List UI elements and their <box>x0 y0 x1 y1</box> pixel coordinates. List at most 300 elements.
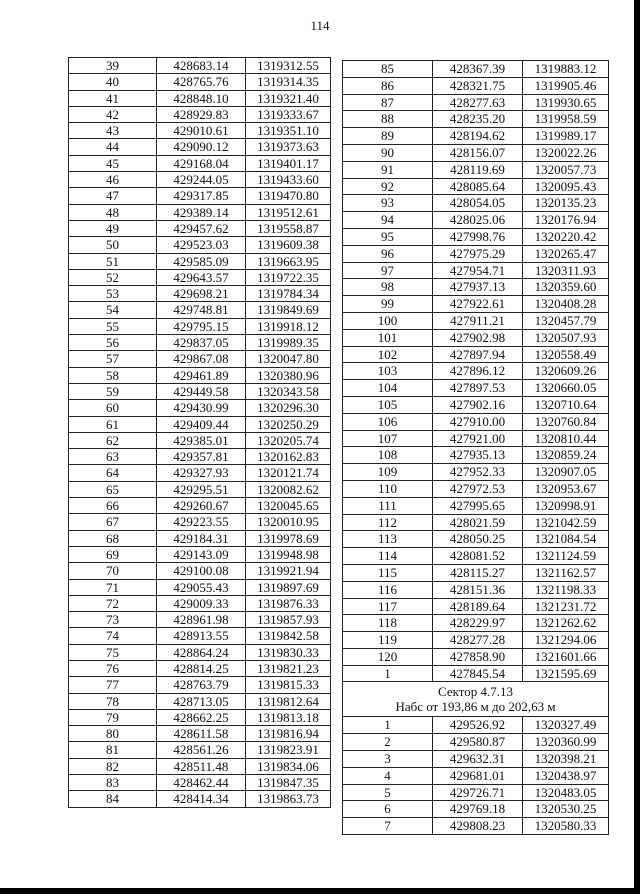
y-coordinate-cell: 1320162.83 <box>246 449 331 465</box>
y-coordinate-cell: 1320176.94 <box>523 212 609 229</box>
x-coordinate-cell: 429523.03 <box>157 237 246 253</box>
point-number-cell: 90 <box>343 144 433 161</box>
table-row <box>69 514 331 530</box>
point-number-cell: 95 <box>343 228 433 245</box>
point-number-cell: 39 <box>69 58 157 74</box>
table-row <box>343 447 609 464</box>
x-coordinate-cell: 428929.83 <box>157 106 246 122</box>
y-coordinate-cell: 1320327.49 <box>523 717 609 734</box>
table-row <box>343 346 609 363</box>
table-row <box>343 648 609 665</box>
x-coordinate-cell: 428367.39 <box>433 61 523 78</box>
table-row <box>343 734 609 751</box>
point-number-cell: 117 <box>343 598 433 615</box>
table-row <box>343 195 609 212</box>
table-row <box>69 172 331 188</box>
y-coordinate-cell: 1320609.26 <box>523 363 609 380</box>
x-coordinate-cell: 428277.28 <box>433 632 523 649</box>
point-number-cell: 106 <box>343 413 433 430</box>
point-number-cell: 105 <box>343 396 433 413</box>
table-row <box>69 758 331 774</box>
x-coordinate-cell: 428561.26 <box>157 742 246 758</box>
table-row <box>343 363 609 380</box>
table-row <box>69 302 331 318</box>
x-coordinate-cell: 429632.31 <box>433 751 523 768</box>
table-row <box>69 628 331 644</box>
x-coordinate-cell: 429526.92 <box>433 717 523 734</box>
table-row <box>343 128 609 145</box>
point-number-cell: 64 <box>69 465 157 481</box>
x-coordinate-cell: 427952.33 <box>433 464 523 481</box>
point-number-cell: 103 <box>343 363 433 380</box>
table-row <box>343 111 609 128</box>
y-coordinate-cell: 1319863.73 <box>246 791 331 807</box>
y-coordinate-cell: 1320010.95 <box>246 514 331 530</box>
point-number-cell: 109 <box>343 464 433 481</box>
point-number-cell: 87 <box>343 94 433 111</box>
page-number: 114 <box>310 18 330 33</box>
point-number-cell: 84 <box>69 791 157 807</box>
point-number-cell: 72 <box>69 595 157 611</box>
table-row <box>69 220 331 236</box>
x-coordinate-cell: 428085.64 <box>433 178 523 195</box>
x-coordinate-cell: 429698.21 <box>157 286 246 302</box>
x-coordinate-cell: 429100.08 <box>157 563 246 579</box>
y-coordinate-cell: 1320057.73 <box>523 161 609 178</box>
y-coordinate-cell: 1320250.29 <box>246 416 331 432</box>
table-row <box>69 400 331 416</box>
point-number-cell: 57 <box>69 351 157 367</box>
point-number-cell: 68 <box>69 530 157 546</box>
right-coordinates-table-wrap <box>342 60 609 835</box>
table-row <box>343 77 609 94</box>
table-row <box>343 279 609 296</box>
y-coordinate-cell: 1319784.34 <box>246 286 331 302</box>
point-number-cell: 56 <box>69 335 157 351</box>
x-coordinate-cell: 428765.76 <box>157 74 246 90</box>
point-number-cell: 48 <box>69 204 157 220</box>
x-coordinate-cell: 427897.53 <box>433 380 523 397</box>
x-coordinate-cell: 428050.25 <box>433 531 523 548</box>
table-row <box>69 595 331 611</box>
x-coordinate-cell: 427954.71 <box>433 262 523 279</box>
point-number-cell: 71 <box>69 579 157 595</box>
point-number-cell: 79 <box>69 709 157 725</box>
table-row <box>69 416 331 432</box>
table-row <box>343 665 609 682</box>
table-row <box>69 123 331 139</box>
table-row <box>343 751 609 768</box>
y-coordinate-cell: 1320121.74 <box>246 465 331 481</box>
table-row <box>343 178 609 195</box>
point-number-cell: 118 <box>343 615 433 632</box>
point-number-cell: 92 <box>343 178 433 195</box>
y-coordinate-cell: 1320343.58 <box>246 383 331 399</box>
point-number-cell: 77 <box>69 677 157 693</box>
y-coordinate-cell: 1319314.35 <box>246 74 331 90</box>
point-number-cell: 94 <box>343 212 433 229</box>
x-coordinate-cell: 429795.15 <box>157 318 246 334</box>
y-coordinate-cell: 1321294.06 <box>523 632 609 649</box>
x-coordinate-cell: 429009.33 <box>157 595 246 611</box>
point-number-cell: 74 <box>69 628 157 644</box>
point-number-cell: 45 <box>69 155 157 171</box>
table-row <box>343 312 609 329</box>
table-row <box>69 791 331 807</box>
x-coordinate-cell: 427921.00 <box>433 430 523 447</box>
point-number-cell: 63 <box>69 449 157 465</box>
table-row <box>69 677 331 693</box>
point-number-cell: 75 <box>69 644 157 660</box>
y-coordinate-cell: 1320047.80 <box>246 351 331 367</box>
table-row <box>343 480 609 497</box>
y-coordinate-cell: 1319921.94 <box>246 563 331 579</box>
x-coordinate-cell: 428277.63 <box>433 94 523 111</box>
point-number-cell: 97 <box>343 262 433 279</box>
point-number-cell: 43 <box>69 123 157 139</box>
table-row <box>69 726 331 742</box>
y-coordinate-cell: 1321084.54 <box>523 531 609 548</box>
point-number-cell: 116 <box>343 581 433 598</box>
y-coordinate-cell: 1319821.23 <box>246 660 331 676</box>
point-number-cell: 59 <box>69 383 157 399</box>
left-coordinates-table <box>68 57 331 808</box>
point-number-cell: 52 <box>69 269 157 285</box>
y-coordinate-cell: 1320457.79 <box>523 312 609 329</box>
x-coordinate-cell: 428194.62 <box>433 128 523 145</box>
y-coordinate-cell: 1321601.66 <box>523 648 609 665</box>
x-coordinate-cell: 429580.87 <box>433 734 523 751</box>
x-coordinate-cell: 429643.57 <box>157 269 246 285</box>
table-row <box>69 775 331 791</box>
point-number-cell: 89 <box>343 128 433 145</box>
x-coordinate-cell: 429457.62 <box>157 220 246 236</box>
x-coordinate-cell: 428119.69 <box>433 161 523 178</box>
y-coordinate-cell: 1319312.55 <box>246 58 331 74</box>
table-row <box>343 94 609 111</box>
table-row <box>343 615 609 632</box>
x-coordinate-cell: 427910.00 <box>433 413 523 430</box>
x-coordinate-cell: 428151.36 <box>433 581 523 598</box>
x-coordinate-cell: 427937.13 <box>433 279 523 296</box>
point-number-cell: 70 <box>69 563 157 579</box>
point-number-cell: 107 <box>343 430 433 447</box>
x-coordinate-cell: 429769.18 <box>433 801 523 818</box>
y-coordinate-cell: 1319847.35 <box>246 775 331 791</box>
point-number-cell: 98 <box>343 279 433 296</box>
sector-title: Сектор 4.7.13 <box>437 684 513 700</box>
x-coordinate-cell: 428229.97 <box>433 615 523 632</box>
y-coordinate-cell: 1319958.59 <box>523 111 609 128</box>
sector-header-row <box>343 682 609 717</box>
y-coordinate-cell: 1320907.05 <box>523 464 609 481</box>
x-coordinate-cell: 429726.71 <box>433 784 523 801</box>
x-coordinate-cell: 429389.14 <box>157 204 246 220</box>
x-coordinate-cell: 428913.55 <box>157 628 246 644</box>
table-row <box>343 514 609 531</box>
y-coordinate-cell: 1320095.43 <box>523 178 609 195</box>
x-coordinate-cell: 428156.07 <box>433 144 523 161</box>
table-row <box>343 245 609 262</box>
x-coordinate-cell: 428054.05 <box>433 195 523 212</box>
point-number-cell: 6 <box>343 801 433 818</box>
point-number-cell: 80 <box>69 726 157 742</box>
y-coordinate-cell: 1320408.28 <box>523 296 609 313</box>
table-row <box>69 253 331 269</box>
table-row <box>69 432 331 448</box>
table-row <box>343 801 609 818</box>
y-coordinate-cell: 1320483.05 <box>523 784 609 801</box>
y-coordinate-cell: 1320265.47 <box>523 245 609 262</box>
table-row <box>343 161 609 178</box>
y-coordinate-cell: 1319897.69 <box>246 579 331 595</box>
point-number-cell: 61 <box>69 416 157 432</box>
table-row <box>69 367 331 383</box>
point-number-cell: 53 <box>69 286 157 302</box>
x-coordinate-cell: 428189.64 <box>433 598 523 615</box>
table-row <box>69 449 331 465</box>
x-coordinate-cell: 429055.43 <box>157 579 246 595</box>
y-coordinate-cell: 1320135.23 <box>523 195 609 212</box>
point-number-cell: 83 <box>69 775 157 791</box>
table-row <box>343 598 609 615</box>
y-coordinate-cell: 1320660.05 <box>523 380 609 397</box>
x-coordinate-cell: 429837.05 <box>157 335 246 351</box>
y-coordinate-cell: 1319609.38 <box>246 237 331 253</box>
table-row <box>343 262 609 279</box>
y-coordinate-cell: 1319815.33 <box>246 677 331 693</box>
point-number-cell: 42 <box>69 106 157 122</box>
table-row <box>343 228 609 245</box>
table-row <box>69 579 331 595</box>
point-number-cell: 113 <box>343 531 433 548</box>
table-row <box>69 318 331 334</box>
y-coordinate-cell: 1320082.62 <box>246 481 331 497</box>
y-coordinate-cell: 1319816.94 <box>246 726 331 742</box>
point-number-cell: 54 <box>69 302 157 318</box>
x-coordinate-cell: 428848.10 <box>157 90 246 106</box>
x-coordinate-cell: 429748.81 <box>157 302 246 318</box>
point-number-cell: 4 <box>343 767 433 784</box>
x-coordinate-cell: 428115.27 <box>433 564 523 581</box>
x-coordinate-cell: 428511.48 <box>157 758 246 774</box>
x-coordinate-cell: 428961.98 <box>157 612 246 628</box>
y-coordinate-cell: 1319813.18 <box>246 709 331 725</box>
y-coordinate-cell: 1319558.87 <box>246 220 331 236</box>
y-coordinate-cell: 1319978.69 <box>246 530 331 546</box>
y-coordinate-cell: 1320998.91 <box>523 497 609 514</box>
y-coordinate-cell: 1320380.96 <box>246 367 331 383</box>
y-coordinate-cell: 1321262.62 <box>523 615 609 632</box>
point-number-cell: 58 <box>69 367 157 383</box>
point-number-cell: 47 <box>69 188 157 204</box>
x-coordinate-cell: 427975.29 <box>433 245 523 262</box>
x-coordinate-cell: 428321.75 <box>433 77 523 94</box>
point-number-cell: 78 <box>69 693 157 709</box>
y-coordinate-cell: 1320558.49 <box>523 346 609 363</box>
table-row <box>69 465 331 481</box>
point-number-cell: 2 <box>343 734 433 751</box>
point-number-cell: 111 <box>343 497 433 514</box>
point-number-cell: 102 <box>343 346 433 363</box>
y-coordinate-cell: 1320530.25 <box>523 801 609 818</box>
y-coordinate-cell: 1319842.58 <box>246 628 331 644</box>
table-row <box>343 784 609 801</box>
point-number-cell: 49 <box>69 220 157 236</box>
x-coordinate-cell: 429260.67 <box>157 498 246 514</box>
y-coordinate-cell: 1320022.26 <box>523 144 609 161</box>
y-coordinate-cell: 1319722.35 <box>246 269 331 285</box>
table-row <box>343 396 609 413</box>
point-number-cell: 88 <box>343 111 433 128</box>
table-row <box>69 237 331 253</box>
x-coordinate-cell: 427858.90 <box>433 648 523 665</box>
x-coordinate-cell: 429244.05 <box>157 172 246 188</box>
table-row <box>343 717 609 734</box>
y-coordinate-cell: 1320507.93 <box>523 329 609 346</box>
table-row <box>69 709 331 725</box>
point-number-cell: 40 <box>69 74 157 90</box>
table-row <box>69 58 331 74</box>
table-row <box>69 481 331 497</box>
left-coordinates-table-wrap <box>68 57 331 808</box>
x-coordinate-cell: 428763.79 <box>157 677 246 693</box>
table-row <box>343 430 609 447</box>
point-number-cell: 41 <box>69 90 157 106</box>
table-row <box>343 632 609 649</box>
y-coordinate-cell: 1319401.17 <box>246 155 331 171</box>
y-coordinate-cell: 1319989.35 <box>246 335 331 351</box>
point-number-cell: 99 <box>343 296 433 313</box>
x-coordinate-cell: 427845.54 <box>433 665 523 682</box>
scan-edge-right <box>634 0 640 894</box>
point-number-cell: 104 <box>343 380 433 397</box>
table-row <box>69 286 331 302</box>
x-coordinate-cell: 427998.76 <box>433 228 523 245</box>
y-coordinate-cell: 1321595.69 <box>523 665 609 682</box>
table-row <box>69 90 331 106</box>
point-number-cell: 46 <box>69 172 157 188</box>
table-row <box>69 155 331 171</box>
y-coordinate-cell: 1319333.67 <box>246 106 331 122</box>
point-number-cell: 114 <box>343 548 433 565</box>
y-coordinate-cell: 1320045.65 <box>246 498 331 514</box>
scan-edge-bottom <box>0 888 640 894</box>
y-coordinate-cell: 1321124.59 <box>523 548 609 565</box>
table-row <box>69 563 331 579</box>
x-coordinate-cell: 427902.16 <box>433 396 523 413</box>
x-coordinate-cell: 427897.94 <box>433 346 523 363</box>
x-coordinate-cell: 429223.55 <box>157 514 246 530</box>
right-coordinates-table <box>342 60 609 835</box>
point-number-cell: 85 <box>343 61 433 78</box>
x-coordinate-cell: 429143.09 <box>157 546 246 562</box>
y-coordinate-cell: 1320360.99 <box>523 734 609 751</box>
table-row <box>343 581 609 598</box>
table-row <box>343 413 609 430</box>
y-coordinate-cell: 1320580.33 <box>523 818 609 835</box>
y-coordinate-cell: 1319823.91 <box>246 742 331 758</box>
point-number-cell: 115 <box>343 564 433 581</box>
x-coordinate-cell: 429449.58 <box>157 383 246 399</box>
y-coordinate-cell: 1319857.93 <box>246 612 331 628</box>
point-number-cell: 110 <box>343 480 433 497</box>
x-coordinate-cell: 428814.25 <box>157 660 246 676</box>
point-number-cell: 73 <box>69 612 157 628</box>
y-coordinate-cell: 1320810.44 <box>523 430 609 447</box>
table-row <box>343 61 609 78</box>
y-coordinate-cell: 1319512.61 <box>246 204 331 220</box>
point-number-cell: 1 <box>343 717 433 734</box>
table-row <box>69 106 331 122</box>
x-coordinate-cell: 428662.25 <box>157 709 246 725</box>
y-coordinate-cell: 1319876.33 <box>246 595 331 611</box>
point-number-cell: 62 <box>69 432 157 448</box>
table-row <box>69 693 331 709</box>
point-number-cell: 93 <box>343 195 433 212</box>
y-coordinate-cell: 1319321.40 <box>246 90 331 106</box>
x-coordinate-cell: 428864.24 <box>157 644 246 660</box>
x-coordinate-cell: 427972.53 <box>433 480 523 497</box>
x-coordinate-cell: 427911.21 <box>433 312 523 329</box>
y-coordinate-cell: 1321162.57 <box>523 564 609 581</box>
point-number-cell: 7 <box>343 818 433 835</box>
point-number-cell: 55 <box>69 318 157 334</box>
y-coordinate-cell: 1319948.98 <box>246 546 331 562</box>
y-coordinate-cell: 1319433.60 <box>246 172 331 188</box>
point-number-cell: 96 <box>343 245 433 262</box>
y-coordinate-cell: 1319373.63 <box>246 139 331 155</box>
table-row <box>69 546 331 562</box>
y-coordinate-cell: 1320760.84 <box>523 413 609 430</box>
x-coordinate-cell: 429090.12 <box>157 139 246 155</box>
point-number-cell: 81 <box>69 742 157 758</box>
point-number-cell: 5 <box>343 784 433 801</box>
table-row <box>343 531 609 548</box>
x-coordinate-cell: 429357.81 <box>157 449 246 465</box>
x-coordinate-cell: 427995.65 <box>433 497 523 514</box>
y-coordinate-cell: 1320438.97 <box>523 767 609 784</box>
x-coordinate-cell: 429681.01 <box>433 767 523 784</box>
table-row <box>343 818 609 835</box>
table-row <box>69 612 331 628</box>
y-coordinate-cell: 1320220.42 <box>523 228 609 245</box>
x-coordinate-cell: 429808.23 <box>433 818 523 835</box>
table-row <box>343 464 609 481</box>
table-row <box>69 498 331 514</box>
y-coordinate-cell: 1320398.21 <box>523 751 609 768</box>
x-coordinate-cell: 428611.58 <box>157 726 246 742</box>
y-coordinate-cell: 1321198.33 <box>523 581 609 598</box>
x-coordinate-cell: 428021.59 <box>433 514 523 531</box>
point-number-cell: 60 <box>69 400 157 416</box>
x-coordinate-cell: 429168.04 <box>157 155 246 171</box>
table-row <box>69 269 331 285</box>
x-coordinate-cell: 428713.05 <box>157 693 246 709</box>
x-coordinate-cell: 429327.93 <box>157 465 246 481</box>
y-coordinate-cell: 1320311.93 <box>523 262 609 279</box>
y-coordinate-cell: 1319470.80 <box>246 188 331 204</box>
point-number-cell: 44 <box>69 139 157 155</box>
point-number-cell: 101 <box>343 329 433 346</box>
x-coordinate-cell: 429295.51 <box>157 481 246 497</box>
sector-header <box>343 682 609 717</box>
y-coordinate-cell: 1319883.12 <box>523 61 609 78</box>
x-coordinate-cell: 429010.61 <box>157 123 246 139</box>
table-row <box>343 548 609 565</box>
point-number-cell: 82 <box>69 758 157 774</box>
table-row <box>69 644 331 660</box>
